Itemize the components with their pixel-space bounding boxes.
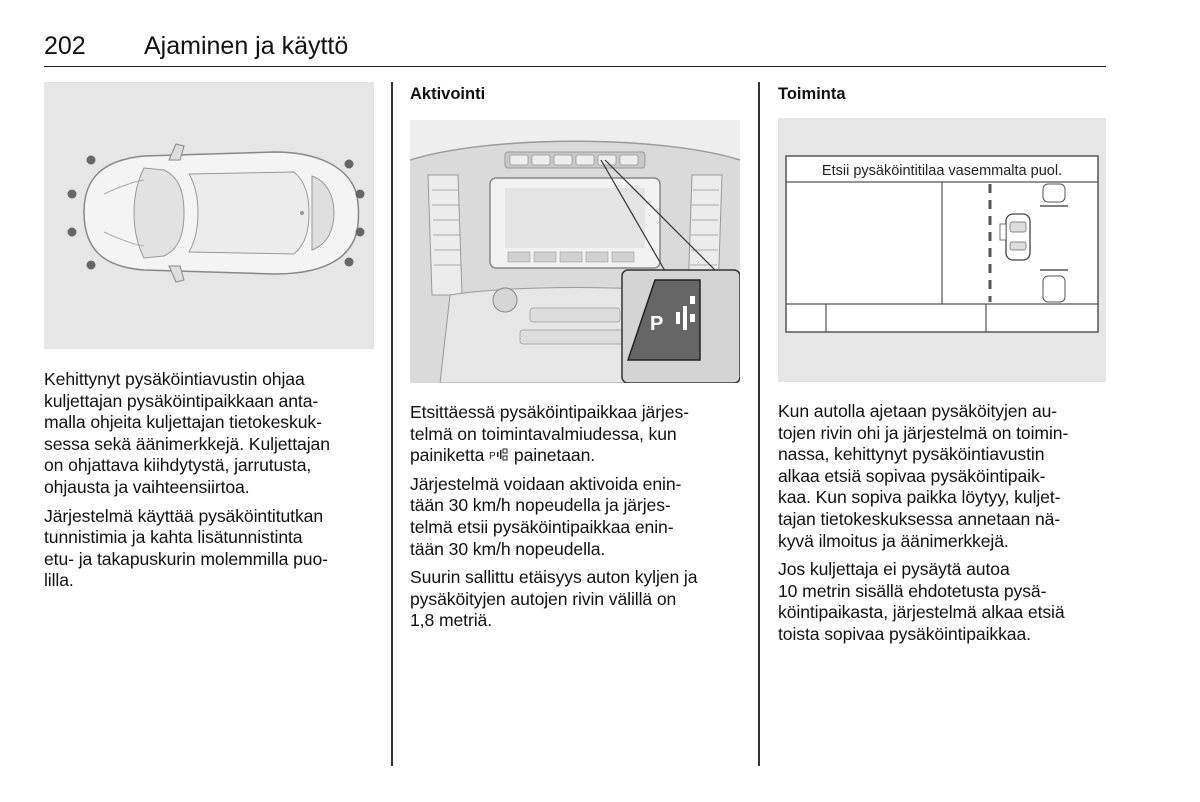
activation-paragraph: Etsittäessä pysäköintipaikkaa järjes- telmä on toimintavalmiudessa, kun painiketta P painetaan. bbox=[410, 402, 689, 466]
activation-text bbox=[410, 402, 740, 632]
column-intro bbox=[44, 82, 374, 599]
info-display-illustration bbox=[778, 118, 1106, 382]
page-header bbox=[44, 30, 1106, 67]
column-divider bbox=[391, 82, 393, 766]
dashboard-illustration bbox=[410, 120, 740, 383]
car-sensor-illustration bbox=[44, 82, 374, 349]
display-message: Etsii pysäköintitilaa vasemmalta puol. bbox=[821, 163, 1063, 179]
info-display-icon bbox=[778, 118, 1106, 382]
operation-text bbox=[778, 401, 1108, 646]
section-title-activation: Aktivointi bbox=[410, 85, 486, 103]
intro-paragraph: Kehittynyt pysäköintiavustin ohjaa kuljettajan pysäköintipaikkaan anta- malla ohjeita kuljettajan tietokeskuk- sessa sekä äänimerkkejä. Kuljettajan on ohjattava kiihdytystä, jarrutusta, ohjausta ja vaihteensiirtoa. bbox=[44, 369, 330, 497]
section-title-operation: Toiminta bbox=[778, 85, 846, 103]
dashboard-icon bbox=[410, 120, 740, 383]
distance-paragraph: Suurin sallittu etäisyys auton kyljen ja pysäköityjen autojen rivin välillä on 1,8 metriä. bbox=[410, 567, 698, 631]
parking-button-label: P bbox=[650, 313, 664, 335]
column-activation bbox=[410, 82, 740, 639]
column-operation bbox=[778, 82, 1108, 653]
intro-text bbox=[44, 369, 374, 592]
stop-distance-paragraph: Jos kuljettaja ei pysäytä autoa 10 metrin sisällä ehdotetusta pysä- köintipaikasta, järjestelmä alkaa etsiä toista sopivaa pysäköintipaikkaa. bbox=[778, 559, 1065, 644]
speed-limit-paragraph: Järjestelmä voidaan aktivoida enin- tään 30 km/h nopeudella ja järjes- telmä etsii pysäköintipaikkaa enin- tään 30 km/h nopeudella. bbox=[410, 473, 682, 559]
operation-paragraph: Kun autolla ajetaan pysäköityjen au- tojen rivin ohi ja järjestelmä on toimin- nassa, kehittynyt pysäköintiavustin alkaa etsiä sopivaa pysäköintipaik- kaa. Kun sopiva paikka löytyy, kuljet- tajan tietokeskuksessa annetaan nä- kyvä ilmoitus ja äänimerkkejä. bbox=[778, 401, 1069, 551]
sensor-paragraph: Järjestelmä käyttää pysäköintitutkan tunnistimia ja kahta lisätunnistinta etu- ja takapuskurin molemmilla puo- lilla. bbox=[44, 505, 328, 591]
chapter-title: Ajaminen ja käyttö bbox=[144, 32, 349, 60]
page-number: 202 bbox=[44, 32, 86, 60]
parking-assist-icon bbox=[489, 448, 509, 462]
svg-text:P: P bbox=[489, 451, 496, 463]
car-top-view-icon bbox=[44, 82, 374, 349]
column-divider bbox=[758, 82, 760, 766]
